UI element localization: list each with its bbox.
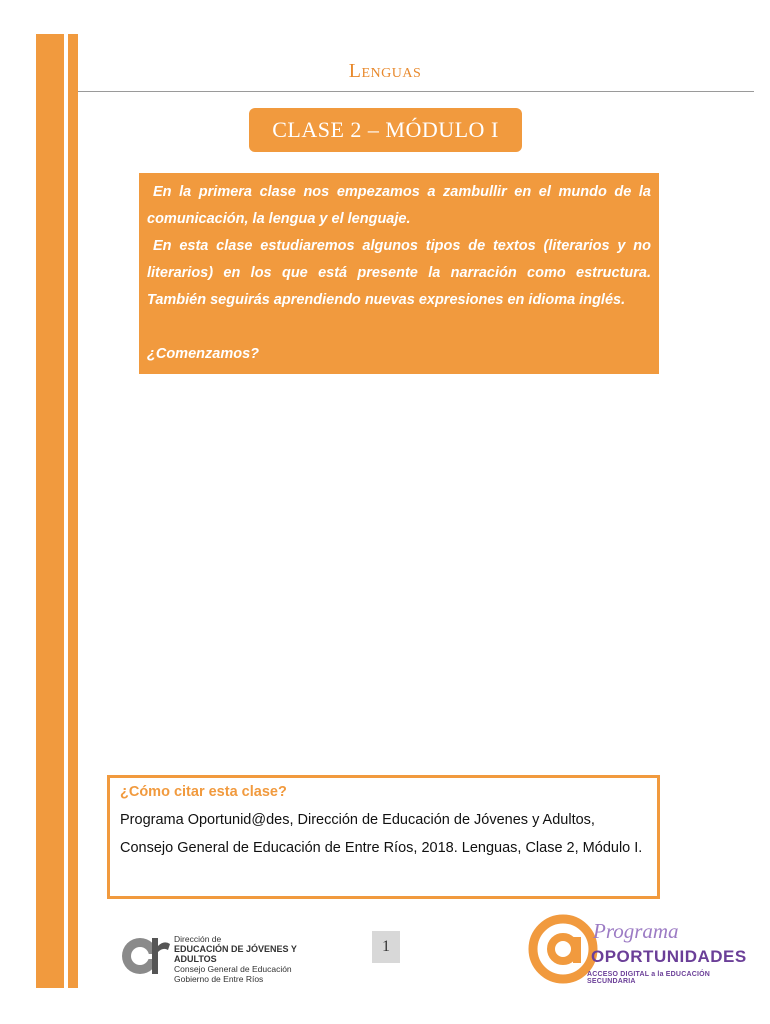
intro-box [139, 173, 659, 374]
citation-text: Programa Oportunid@des, Dirección de Educación de Jóvenes y Adultos, Consejo General de Educación de Entre Ríos, 2018. Lenguas, Clase 2, Módulo I. [120, 812, 643, 856]
er-logo-icon [118, 928, 170, 980]
intro-question: ¿Comenzamos? [147, 346, 259, 362]
logo-line-4: Gobierno de Entre Ríos [174, 974, 264, 984]
intro-paragraph-2: En esta clase estudiaremos algunos tipos de textos (literarios y no literarios) en los que está presente la narración como estructura. También seguirás aprendiendo nuevas expresiones en idioma inglés. [147, 238, 651, 308]
citation-title: ¿Cómo citar esta clase? [120, 784, 287, 800]
left-decorative-stripe [68, 34, 78, 988]
programa-oportunidades-logo [527, 913, 747, 985]
citation-box [107, 775, 660, 899]
subject-title: Lenguas [348, 60, 422, 82]
logo-line-3: Consejo General de Educación [174, 964, 292, 974]
logo-line-2: EDUCACIÓN DE JÓVENES Y ADULTOS [174, 944, 297, 964]
left-decorative-bar [36, 34, 64, 988]
intro-paragraph-1: En la primera clase nos empezamos a zambullir en el mundo de la comunicación, la lengua y el lenguaje. [147, 184, 651, 227]
logo-line-1: Dirección de [174, 934, 222, 944]
logo-word-programa: Programa [593, 919, 679, 943]
education-directorate-text [174, 934, 328, 984]
page-number: 1 [372, 931, 400, 963]
logo-word-oportunidades: OPORTUNIDADES [591, 947, 747, 966]
header-divider [78, 91, 754, 92]
education-directorate-logo [118, 928, 328, 984]
logo-tagline: ACCESO DIGITAL a la EDUCACIÓN SECUNDARIA [587, 971, 710, 985]
class-module-badge: CLASE 2 – MÓDULO I [249, 108, 522, 152]
